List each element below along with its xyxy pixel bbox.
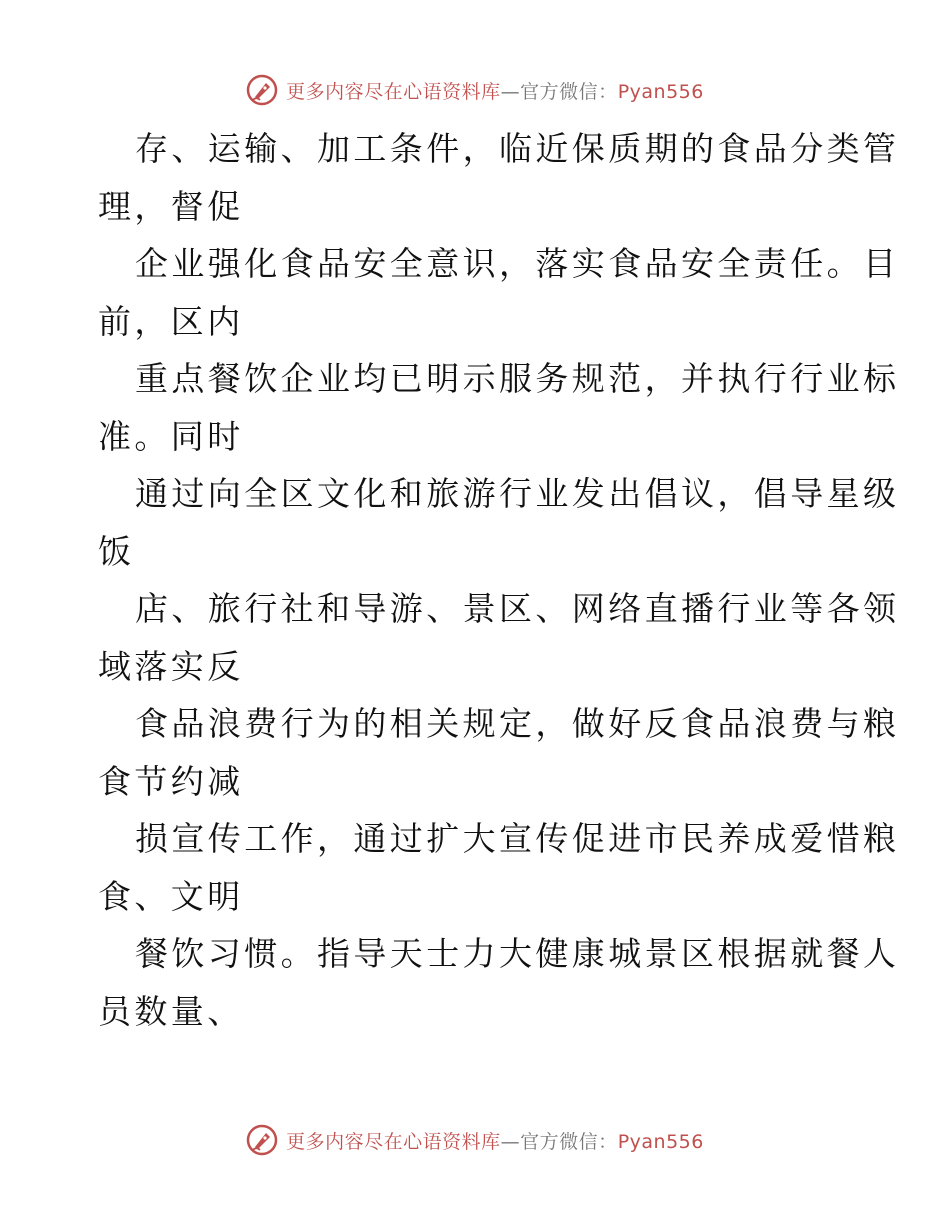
- paragraph-line: 前，区内: [98, 301, 244, 341]
- paragraph-8: [98, 925, 900, 1040]
- paragraph-line: 食、文明: [98, 876, 244, 916]
- paragraph-line: 餐饮习惯。指导天士力大健康城景区根据就餐人: [135, 934, 900, 973]
- header-banner-dash: —: [500, 80, 521, 103]
- paragraph-line: 域落实反: [98, 646, 244, 686]
- paragraph-line: 员数量、: [98, 991, 244, 1031]
- paragraph-5: [98, 580, 900, 695]
- paragraph-3: [98, 350, 900, 465]
- paragraph-line: 店、旅行社和导游、景区、网络直播行业等各领: [135, 589, 900, 628]
- footer-banner-text: [286, 1127, 704, 1154]
- header-banner-main: 更多内容尽在心语资料库: [286, 80, 501, 103]
- footer-banner-wechat: 官方微信：: [520, 1130, 618, 1153]
- pen-nib-circle-icon: [246, 1124, 278, 1156]
- footer-banner-main: 更多内容尽在心语资料库: [286, 1130, 501, 1153]
- pen-nib-circle-icon: [246, 74, 278, 106]
- paragraph-line: 重点餐饮企业均已明示服务规范，并执行行业标: [135, 359, 900, 398]
- paragraph-line: 准。同时: [98, 416, 244, 456]
- footer-banner: [0, 1120, 950, 1160]
- paragraph-line: 损宣传工作，通过扩大宣传促进市民养成爱惜粮: [135, 819, 900, 858]
- footer-banner-id: Pyan556: [617, 1130, 704, 1153]
- paragraph-line: 理，督促: [98, 186, 244, 226]
- paragraph-7: [98, 810, 900, 925]
- header-banner-id: Pyan556: [617, 80, 704, 103]
- paragraph-4: [98, 465, 900, 580]
- header-banner: [0, 70, 950, 110]
- paragraph-line: 食节约减: [98, 761, 244, 801]
- paragraph-1: [98, 120, 900, 235]
- document-body: [98, 120, 900, 1040]
- footer-banner-dash: —: [500, 1130, 521, 1153]
- paragraph-line: 饭: [98, 531, 135, 571]
- header-banner-wechat: 官方微信：: [520, 80, 618, 103]
- paragraph-2: [98, 235, 900, 350]
- paragraph-line: 企业强化食品安全意识，落实食品安全责任。目: [135, 244, 900, 283]
- paragraph-line: 食品浪费行为的相关规定，做好反食品浪费与粮: [135, 704, 900, 743]
- paragraph-line: 存、运输、加工条件，临近保质期的食品分类管: [135, 129, 900, 168]
- paragraph-line: 通过向全区文化和旅游行业发出倡议，倡导星级: [135, 474, 900, 513]
- paragraph-6: [98, 695, 900, 810]
- header-banner-text: [286, 77, 704, 104]
